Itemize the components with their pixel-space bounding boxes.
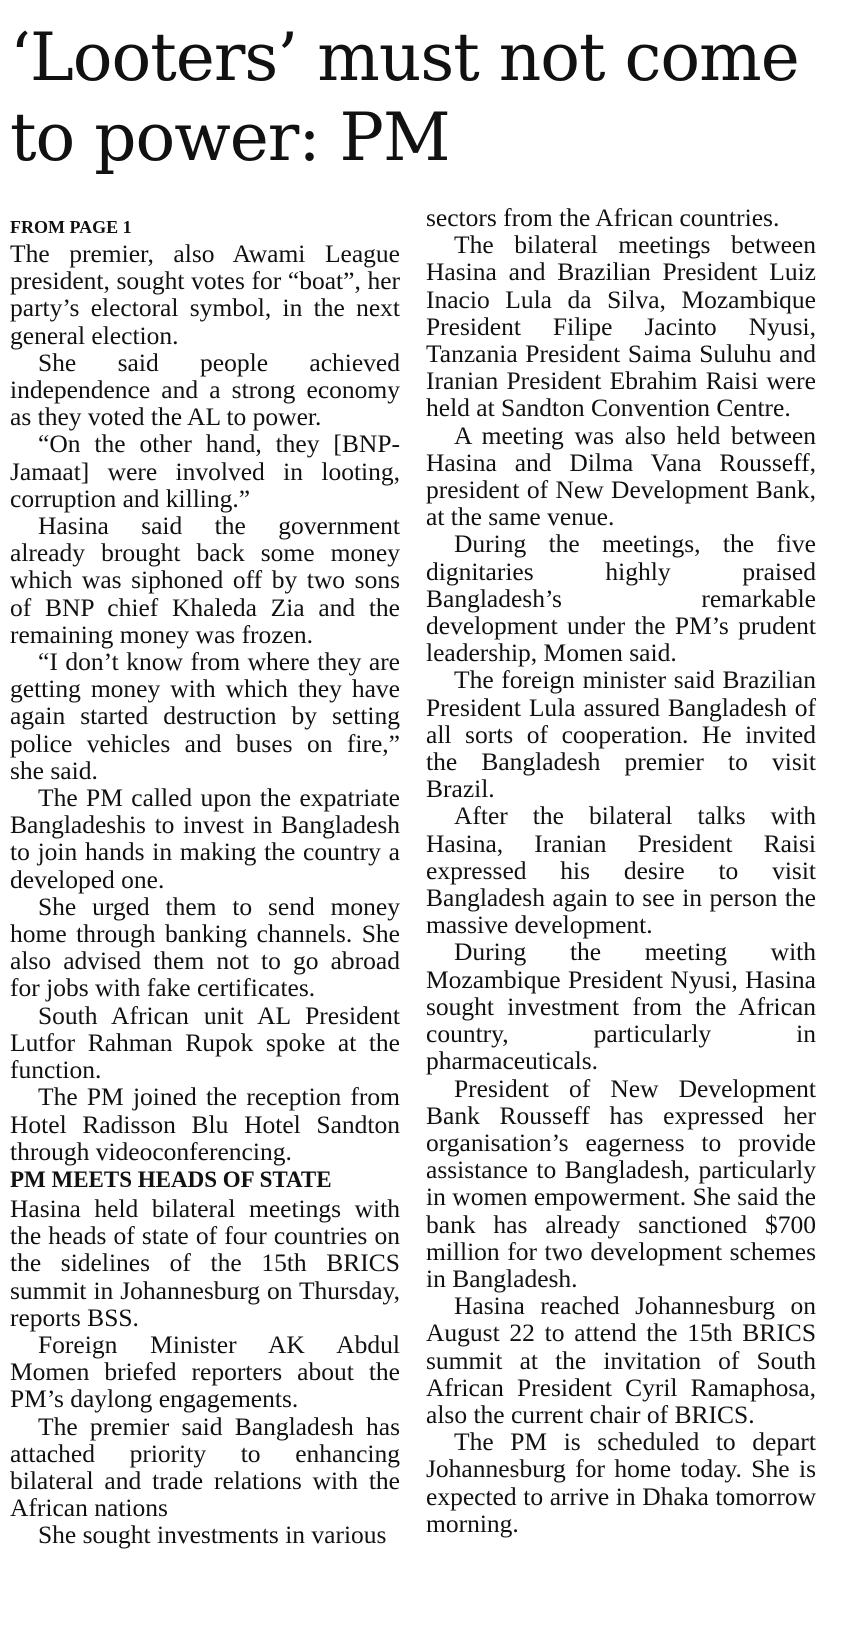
headline: ‘Looters’ must not come to power: PM bbox=[10, 19, 799, 176]
paragraph: The PM is scheduled to depart Johannesburg for home today. She is expected to arrive in Dhaka tomorrow morning. bbox=[426, 1427, 816, 1538]
paragraph: South African unit AL President Lutfor Rahman Rupok spoke at the function. bbox=[10, 1000, 400, 1085]
subheading: PM MEETS HEADS OF STATE bbox=[10, 1166, 332, 1192]
paragraph: The PM called upon the expatriate Bangladeshis to invest in Bangladesh to join hands in making the country a developed one. bbox=[10, 783, 400, 894]
paragraph: sectors from the African countries. bbox=[426, 203, 780, 232]
paragraph: Hasina reached Johannesburg on August 22 to attend the 15th BRICS summit at the invitation of South African President Cyril Ramaphosa, also the current chair of BRICS. bbox=[426, 1291, 816, 1429]
paragraph: Hasina held bilateral meetings with the heads of state of four countries on the sidelines of the 15th BRICS summit in Johannesburg on Thursday, reports BSS. bbox=[10, 1193, 400, 1332]
column-left bbox=[10, 214, 400, 1549]
paragraph: During the meeting with Mozambique President Nyusi, Hasina sought investment from the African country, particularly in pharmaceuticals. bbox=[426, 937, 816, 1076]
paragraph: During the meetings, the five dignitaries highly praised Bangladesh’s remarkable development under the PM’s prudent leadership, Momen said. bbox=[426, 529, 816, 668]
column-right bbox=[426, 204, 816, 1537]
paragraph: She sought investments in various bbox=[38, 1520, 387, 1550]
paragraph: President of New Development Bank Rousseff has expressed her organisation’s eagerness to provide assistance to Bangladesh, particularly in women empowerment. She said the bank has already sanctioned $700 million for two development schemes in Bangladesh. bbox=[426, 1073, 816, 1293]
kicker: FROM PAGE 1 bbox=[10, 217, 132, 237]
paragraph: The foreign minister said Brazilian President Lula assured Bangladesh of all sorts of cooperation. He invited the Bangladesh premier to visit Brazil. bbox=[426, 665, 816, 804]
paragraph: The bilateral meetings between Hasina and Brazilian President Luiz Inacio Lula da Silva, Mozambique President Filipe Jacinto Nyusi, Tanzania President Saima Suluhu and Iranian President Ebrahim Raisi were held at Sandton Convention Centre. bbox=[426, 230, 816, 423]
paragraph: Foreign Minister AK Abdul Momen briefed reporters about the PM’s daylong engagements. bbox=[10, 1329, 400, 1414]
paragraph: The premier, also Awami League president, sought votes for “boat”, her party’s electoral symbol, in the next general election. bbox=[10, 239, 400, 350]
paragraph: She said people achieved independence and a strong economy as they voted the AL to power. bbox=[10, 347, 400, 432]
paragraph: A meeting was also held between Hasina and Dilma Vana Rousseff, president of New Development Bank, at the same venue. bbox=[426, 420, 816, 532]
paragraph: After the bilateral talks with Hasina, Iranian President Raisi expressed his desire to visit Bangladesh again to see in person the massive development. bbox=[426, 801, 816, 940]
paragraph: The PM joined the reception from Hotel Radisson Blu Hotel Sandton through videoconferencing. bbox=[10, 1082, 400, 1166]
paragraph: The premier said Bangladesh has attached priority to enhancing bilateral and trade relations with the African nations bbox=[10, 1411, 400, 1523]
paragraph: “On the other hand, they [BNP-Jamaat] were involved in looting, corruption and killing.” bbox=[10, 429, 400, 513]
paragraph: She urged them to send money home through banking channels. She also advised them not to go abroad for jobs with fake certificates. bbox=[10, 891, 400, 1003]
paragraph: “I don’t know from where they are getting money with which they have again started destruction by setting police vehicles and buses on fire,” she said. bbox=[10, 647, 400, 785]
paragraph: Hasina said the government already brought back some money which was siphoned off by two sons of BNP chief Khaleda Zia and the remaining money was frozen. bbox=[10, 511, 400, 649]
